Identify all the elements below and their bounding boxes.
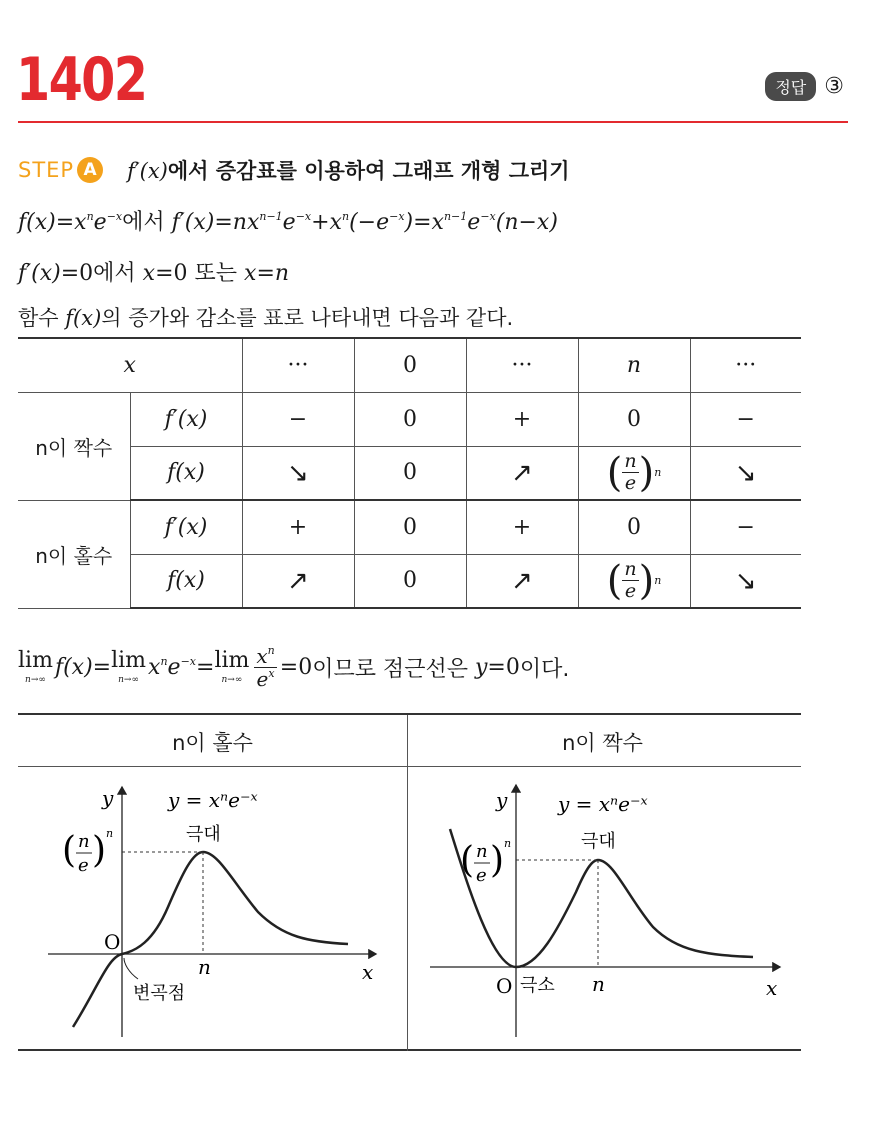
tto-text: 또는 [194,261,238,286]
table-row [18,500,801,554]
max-value-cell: ( $\frac{n}{e}$ ) n [578,554,690,608]
derivative-line: $f(x)=x^ne^{-x}$에서 $f'(x)=nx^{n-1}e^{-x}+x^n(-e^{-x})=x^{n-1}e^{-x}(n-x)$ [18,210,558,235]
even-graph [408,767,801,1052]
cell: 0 [354,392,466,446]
increase-arrow: ↗ [242,554,354,608]
inflection-pointer [124,958,138,979]
cell: − [242,392,354,446]
step-heading [18,155,570,185]
eseo-text-2: 에서 [93,261,136,286]
problem-number: 1402 [16,45,147,115]
asymptote-text: 이므로 점근선은 [312,657,468,682]
critical-point-line: f′(x)=0에서 x=0 또는 x=n [18,261,290,286]
step-label: STEP [18,158,75,182]
col-5: ··· [690,338,801,392]
step-title-text: 에서 증감표를 이용하여 그래프 개형 그리기 [167,159,570,183]
cell: 0 [354,446,466,500]
sign-table [18,337,801,609]
max-value-label: ( [62,830,77,871]
answer-value: ③ [824,74,844,99]
f-label: f(x) [130,554,242,608]
decrease-arrow: ↘ [242,446,354,500]
max-value-rparen: ) [92,830,107,871]
fprime-label: f′(x) [130,500,242,554]
origin-label: O [104,930,121,954]
col-4: n [578,338,690,392]
decrease-arrow: ↘ [690,446,801,500]
group-label-even: n이 짝수 [18,392,130,500]
odd-graph [18,767,407,1052]
x-header: x [18,338,242,392]
max-value-exp: n [106,827,114,840]
inflection-label: 변곡점 [133,983,186,1004]
hamsu-text: 함수 [18,306,59,330]
cell: 0 [578,392,690,446]
max-value-n: n [476,841,488,862]
x-axis-label: x [362,960,374,984]
intro-line: 함수 f(x)의 증가와 감소를 표로 나타내면 다음과 같다. [18,306,514,330]
max-value-label: ( [460,840,475,881]
max-value-cell: ( $\frac{n}{e}$ ) n [578,446,690,500]
group-label-odd: n이 홀수 [18,500,130,608]
fprime-label: f′(x) [130,392,242,446]
answer-badge: 정답 [765,72,816,101]
limit-line: lim n→∞ f(x)= lim n→∞ $x^ne^{-x}=$ lim n→∞ $\frac{x^n}{e^x}$ = 0 이므로 점근선은 y= 0 이다. [18,644,570,691]
max-label: 극대 [581,831,616,852]
table-row [18,554,801,608]
odd-equation: y = xⁿe⁻ˣ [168,788,258,812]
cell: − [690,500,801,554]
n-tick: n [592,972,605,996]
step-letter-badge: A [77,157,103,183]
n-tick: n [198,955,211,979]
graph-panel [18,713,801,1051]
cell: 0 [354,554,466,608]
table-row [18,392,801,446]
max-value-e: e [476,865,487,886]
max-value-rparen: ) [490,840,505,881]
increase-arrow: ↗ [466,446,578,500]
table-header-row [18,338,801,392]
even-equation: y = xⁿe⁻ˣ [558,792,648,816]
cell: + [466,500,578,554]
max-label: 극대 [186,824,221,845]
header-divider [18,121,848,123]
cell: − [690,392,801,446]
cell: + [242,500,354,554]
table-row [18,446,801,500]
origin-label: O [496,974,513,998]
decrease-arrow: ↘ [690,554,801,608]
intro-text: 의 증가와 감소를 표로 나타내면 다음과 같다. [101,306,514,330]
odd-graph-title: n이 홀수 [172,731,253,755]
col-3: ··· [466,338,578,392]
x-axis-label: x [766,976,778,1000]
y-axis-label: y [496,788,508,812]
y-axis-label: y [102,786,114,810]
eseo-text-1: 에서 [122,210,165,235]
answer-area [765,72,844,101]
increase-arrow: ↗ [466,554,578,608]
min-label: 극소 [520,975,555,996]
lim-end-text: 이다. [519,657,570,682]
max-value-exp: n [504,837,512,850]
even-graph-title: n이 짝수 [562,731,643,755]
max-value-e: e [78,855,89,876]
f-label: f(x) [130,446,242,500]
col-1: ··· [242,338,354,392]
cell: 0 [354,500,466,554]
col-2: 0 [354,338,466,392]
step-title: f′(x)에서 증감표를 이용하여 그래프 개형 그리기 [127,159,570,183]
cell: + [466,392,578,446]
max-value-n: n [78,831,90,852]
cell: 0 [578,500,690,554]
